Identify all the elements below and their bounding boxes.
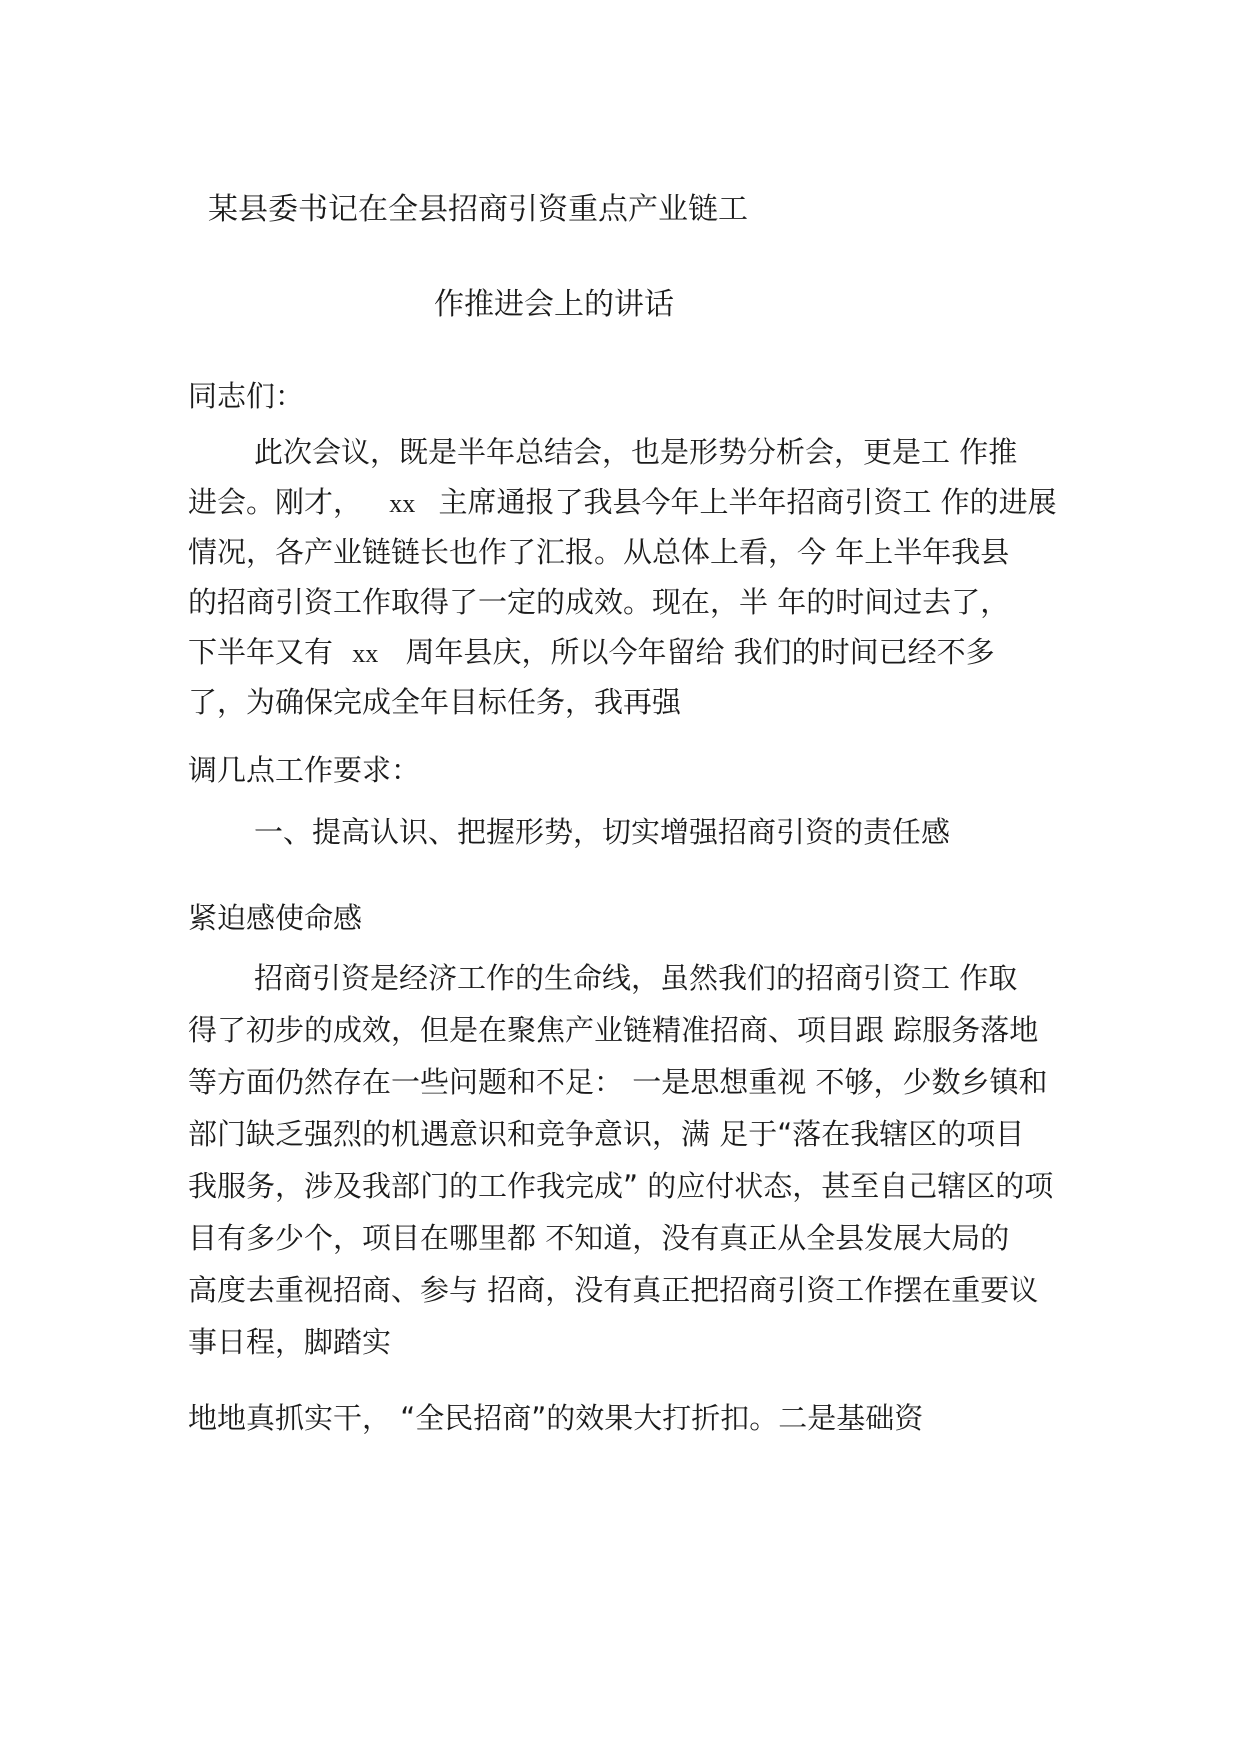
paragraph-2-line-3: 等方面仍然存在一些问题和不足： 一是思想重视 不够，少数乡镇和: [188, 1065, 1048, 1099]
title-line-1: 某县委书记在全县招商引资重点产业链工: [208, 192, 748, 227]
paragraph-2-line-6: 目有多少个，项目在哪里都 不知道，没有真正从全县发展大局的: [188, 1221, 1010, 1255]
paragraph-1-line-7: 调几点工作要求：: [188, 753, 421, 787]
paragraph-1-line-2-b: 主席通报了我县今年上半年招商引资工 作的进展: [438, 485, 1057, 519]
paragraph-2-line-2: 得了初步的成效，但是在聚焦产业链精准招商、项目跟 踪服务落地: [188, 1013, 1039, 1047]
paragraph-2-line-8: 事日程，脚踏实: [188, 1325, 392, 1359]
paragraph-1-line-4: 的招商引资工作取得了一定的成效。现在，半 年的时间过去了，: [188, 585, 1010, 619]
paragraph-2-line-4: 部门缺乏强烈的机遇意识和竞争意识，满 足于“落在我辖区的项目: [188, 1117, 1025, 1151]
paragraph-2-line-5: 我服务，涉及我部门的工作我完成” 的应付状态，甚至自己辖区的项: [188, 1169, 1054, 1203]
section-heading-1-line-1: 一、提高认识、把握形势，切实增强招商引资的责任感: [254, 815, 951, 849]
paragraph-1-line-5-a: 下半年又有: [188, 635, 334, 669]
paragraph-1-line-5-b: 周年县庆，所以今年留给 我们的时间已经不多: [405, 635, 995, 669]
paragraph-1-line-1: 此次会议，既是半年总结会，也是形势分析会，更是工 作推: [254, 435, 1018, 469]
section-heading-1-line-2: 紧迫感使命感: [188, 901, 363, 935]
anniversary-placeholder-xx: xx: [352, 639, 379, 668]
paragraph-2-line-7: 高度去重视招商、参与 招商，没有真正把招商引资工作摆在重要议: [188, 1273, 1039, 1307]
paragraph-1-line-6: 了，为确保完成全年目标任务，我再强: [188, 685, 682, 719]
name-placeholder-xx: xx: [389, 489, 416, 518]
title-line-2: 作推进会上的讲话: [434, 287, 674, 322]
paragraph-2-line-1: 招商引资是经济工作的生命线，虽然我们的招商引资工 作取: [254, 961, 1018, 995]
paragraph-1-line-5: [188, 634, 995, 672]
paragraph-2-line-9: 地地真抓实干， “全民招商”的效果大打折扣。二是基础资: [188, 1401, 924, 1435]
salutation: 同志们：: [188, 379, 305, 413]
paragraph-1-line-3: 情况，各产业链链长也作了汇报。从总体上看，今 年上半年我县: [188, 535, 1010, 569]
paragraph-1-line-2-a: 进会。刚才，: [188, 485, 363, 519]
paragraph-1-line-2: [188, 484, 1057, 522]
